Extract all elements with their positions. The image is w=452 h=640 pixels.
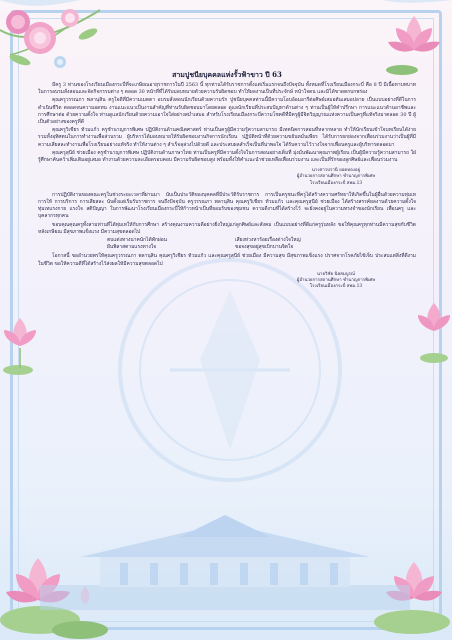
lotus-decoration-left xyxy=(0,290,45,400)
verse-line: ตบแต่งทางนาคนักได้พักผ่อน xyxy=(107,237,167,244)
document-title: สามปูชนียบุคคลแห่งรั้วฟ้าขาว ปี 63 xyxy=(172,70,282,79)
school-building-background xyxy=(40,515,410,610)
verse-line: ฝันพิลาสตามแรงทางใจ xyxy=(107,244,157,251)
paragraph: คุณครูวิเชียร ท้วมแก้ว ครูชำนาญการพิเศษ ปฏิบัติงานด้านคณิตศาสตร์ ท่านเป็นครูผู้มีความรู้ความสามารถ มีเทคนิคการสอนที่หลากหลาย ทำให้นักเรียนเข้าใจบทเรียนได้ง่าย รวมทั้งอุทิศตนในการทำงานเพื่อส่วนรวม ผู้บริหารได้มอบหมายให้รับผิดชอบงานกิจการนักเรียน ปฏิบัติหน้าที่ด้วยความขยันหมั่นเพียร ได้รับการยกย่องจากเพื่อนร่วมงานว่าเป็นผู้ที่มีความเสียสละทำงานเพื่อโรงเรียนอย่างแท้จริง ทำให้งานต่าง ๆ สำเร็จลุล่วงไปด้วยดี และประสบผลสำเร็จเป็นที่น่าพอใจ ได้รับความไว้วางใจจากเพื่อนครูและผู้บริหารตลอดมา xyxy=(38,127,416,148)
paragraph: คุณครูวรรณภา พลานุสิน ครูใจดีที่มีความเมตตา อบรมสั่งสอนนักเรียนด้วยความรัก ปูชนียบุคคลท่านนี้มีความโอบอ้อมอารีต่อศิษย์เสมอต้นเสมอปลาย เป็นแบบอย่างที่ดีในการดำเนินชีวิต ตลอดจนความอดทน งานแนะแนวเป็นงานสำคัญที่ท่านรับผิดชอบมาโดยตลอด ดูแลนักเรียนที่ประสบปัญหาด้านต่าง ๆ ท่านเป็นผู้ให้คำปรึกษา การแนะแนวด้านอาชีพและการศึกษาต่อ ด้วยความตั้งใจ ท่านดูแลนักเรียนด้วยความเอาใจใส่อย่างสม่ำเสมอ สำหรับโรงเรียนเมืองกระบี่ความโชคดีที่มีครูผู้มีจิตวิญญาณแห่งความเป็นครูที่แท้จริงมาตลอด 30 ปี ผู้เป็นตัวอย่างของครูที่ดี xyxy=(38,97,416,126)
paragraph: คุณครูสุนีย์ ช่วยเมือง ครูชำนาญการพิเศษ ปฏิบัติงานด้านภาษาไทย ท่านเป็นครูที่มีความตั้งใจในการสอนอย่างเต็มที่ มุ่งมั่นพัฒนาคุณภาพผู้เรียน เป็นผู้มีความรู้ความสามารถ ใฝ่รู้ศึกษาค้นคว้าเพิ่มเติมอยู่เสมอ ทำงานด้วยความละเอียดรอบคอบ มีความรับผิดชอบสูง พร้อมทั้งให้คำแนะนำช่วยเหลือเพื่อนร่วมงาน และเป็นที่รักของลูกศิษย์และเพื่อนร่วมงาน xyxy=(38,149,416,164)
lotus-decoration-right xyxy=(410,270,452,390)
signature-block xyxy=(256,168,416,187)
signer-name: นางสาวปรานี ยอดทองอยู่ xyxy=(311,168,361,174)
paragraph: โอกาสนี้ ขออำนวยพรให้คุณครูวรรณภา พลานุสิน คุณครูวิเชียร ท้วมแก้ว และคุณครูสุนีย์ ช่วยเมือง มีความสุข มีสุขภาพแข็งแรง ปราศจากโรคภัยไข้เจ็บ ประสบแต่สิ่งที่ดีงามในชีวิต ขอให้ความดีที่ได้สร้างไว้ส่งผลให้มีความสุขตลอดไป xyxy=(38,253,416,267)
signer-affiliation: โรงเรียนเมืองกระบี่ สพม.13 xyxy=(309,284,363,290)
paragraph: ขอบคุณคุณครูทั้งสามท่านที่ได้ทุ่มเทให้กับการศึกษา สร้างคุณงามความดีอย่างยิ่งใหญ่แก่ลูกศิษย์และสังคม เป็นแบบอย่างที่ดีแก่ครูรุ่นหลัง ขอให้คุณครูทุกท่านมีความสุขกับชีวิตหลังเกษียณ มีสุขภาพแข็งแรง มีความสุขตลอดไป xyxy=(38,221,416,235)
paragraph: มีครู 3 ท่านของโรงเรียนเมืองกระบี่ที่จะเกษียณอายุราชการในปี 2563 นี้ ทุกท่านได้รับราชการตั้งแต่เริ่มแรกจนถึงปัจจุบัน ทั้งหมดที่โรงเรียนเมืองกระบี่ คือ 8 ปี มีเนื้อหาบทบาทในการอบรมสั่งสอนและจัดกิจกรรมต่าง ๆ ตลอด 30 หน้าที่ที่ได้รับมอบหมายด้วยความรับผิดชอบ ทำให้ผลงานเป็นที่ประจักษ์ หน้าใจตน และมิได้ขาดตกบกพร่อง xyxy=(38,82,416,96)
signer-affiliation: โรงเรียนเมืองกระบี่ สพม.13 xyxy=(309,180,363,186)
document-body xyxy=(38,70,416,295)
signer-name: นายวิชัย นิลสมบูรณ์ xyxy=(317,271,355,277)
verse-line: ขอจงสุขอยู่สุขเบิกบานจิตใจ xyxy=(235,244,294,251)
signature-block xyxy=(256,272,416,291)
signer-position: ผู้อำนวยการสถานศึกษา ชำนาญการพิเศษ xyxy=(296,278,376,284)
poem-verse xyxy=(38,237,416,251)
signer-position: ผู้อำนวยการสถานศึกษา ชำนาญการพิเศษ xyxy=(296,174,376,180)
verse-line: เสียงห่วงหาร้อยเรื่องต่างใจใหญ่ xyxy=(235,237,301,244)
paragraph: การปฏิบัติงานของคณะครูในช่วงระยะเวลาที่ผ่านมา นับเป็นประวัติของบุคคลที่มีประวัติรับราชการ การเป็นครูชนะที่ครูได้สร้างความศรัทธาให้เกิดขึ้นในผู้อื่นด้วยความทุ่มเท การให้ การบริการ การเสียสละ นับตั้งแต่เริ่มรับราชการ จนถึงปัจจุบัน ครูวรรณภา พลานุสิน คุณครูวิเชียร ท้วมแก้ว และคุณครูสุนีย์ ช่วยเมือง ได้สร้างสรรค์ผลงานด้วยความตั้งใจ ทุ่มเทแรงกาย แรงใจ สติปัญญา ในการพัฒนาโรงเรียนเมืองกระบี่ให้ก้าวหน้าเป็นที่ยอมรับของชุมชน ความดีงามที่ได้สร้างไว้ จะยังคงอยู่ในความทรงจำของนักเรียน เพื่อนครู และบุคลากรทุกคน xyxy=(38,191,416,220)
